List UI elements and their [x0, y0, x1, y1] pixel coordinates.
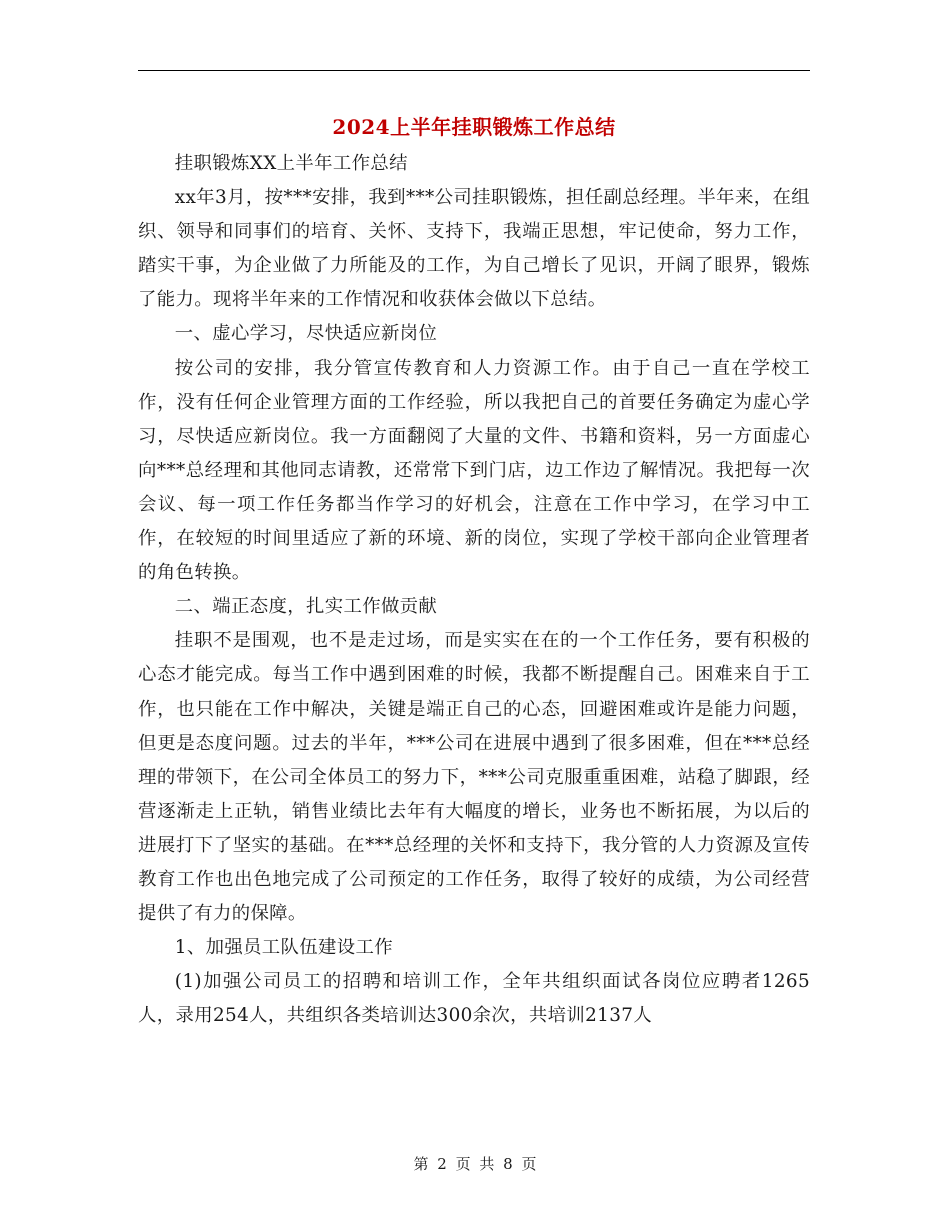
section-heading-2: 二、端正态度，扎实工作做贡献: [174, 596, 438, 618]
document-body: [138, 147, 810, 1033]
page-number-footer: 第 2 页 共 8 页: [413, 1155, 537, 1173]
section-2-paragraph: 挂职不是围观，也不是走过场，而是实实在在的一个工作任务，要有积极的心态才能完成。每当工作中遇到困难的时候，我都不断提醒自己。困难来自于工作，也只能在工作中解决，关键是端正自己的心态，回避困难或许是能力问题，但更是态度问题。过去的半年，***公司在进展中遇到了很多困难，但在***总经理的带领下，在公司全体员工的努力下，***公司克服重重困难，站稳了脚跟，经营逐渐走上正轨，销售业绩比去年有大幅度的增长，业务也不断拓展，为以后的进展打下了坚实的基础。在***总经理的关怀和支持下，我分管的人力资源及宣传教育工作也出色地完成了公司预定的工作任务，取得了较好的成绩，为公司经营提供了有力的保障。: [138, 630, 810, 925]
subtitle-paragraph: 挂职锻炼XX上半年工作总结: [174, 153, 408, 174]
document-title: 2024上半年挂职锻炼工作总结: [332, 115, 616, 139]
intro-paragraph: xx年3月，按***安排，我到***公司挂职锻炼，担任副总经理。半年来，在组织、领导和同事们的培育、关怀、支持下，我端正思想，牢记使命，努力工作，踏实干事，为企业做了力所能及的工作，为自己增长了见识，开阔了眼界，锻炼了能力。现将半年来的工作情况和收获体会做以下总结。: [138, 187, 810, 311]
section-1-paragraph: 按公司的安排，我分管宣传教育和人力资源工作。由于自己一直在学校工作，没有任何企业管理方面的工作经验，所以我把自己的首要任务确定为虚心学习，尽快适应新岗位。我一方面翻阅了大量的文件、书籍和资料，另一方面虚心向***总经理和其他同志请教，还常常下到门店，边工作边了解情况。我把每一次会议、每一项工作任务都当作学习的好机会，注意在工作中学习，在学习中工作，在较短的时间里适应了新的环境、新的岗位，实现了学校干部向企业管理者的角色转换。: [138, 357, 810, 584]
subsection-1-paragraph: (1)加强公司员工的招聘和培训工作，全年共组织面试各岗位应聘者1265人，录用254人，共组织各类培训达300余次，共培训2137人: [138, 971, 810, 1027]
header-rule: [138, 70, 810, 71]
section-heading-1: 一、虚心学习，尽快适应新岗位: [174, 323, 438, 345]
subsection-heading-1: 1、加强员工队伍建设工作: [174, 937, 393, 959]
